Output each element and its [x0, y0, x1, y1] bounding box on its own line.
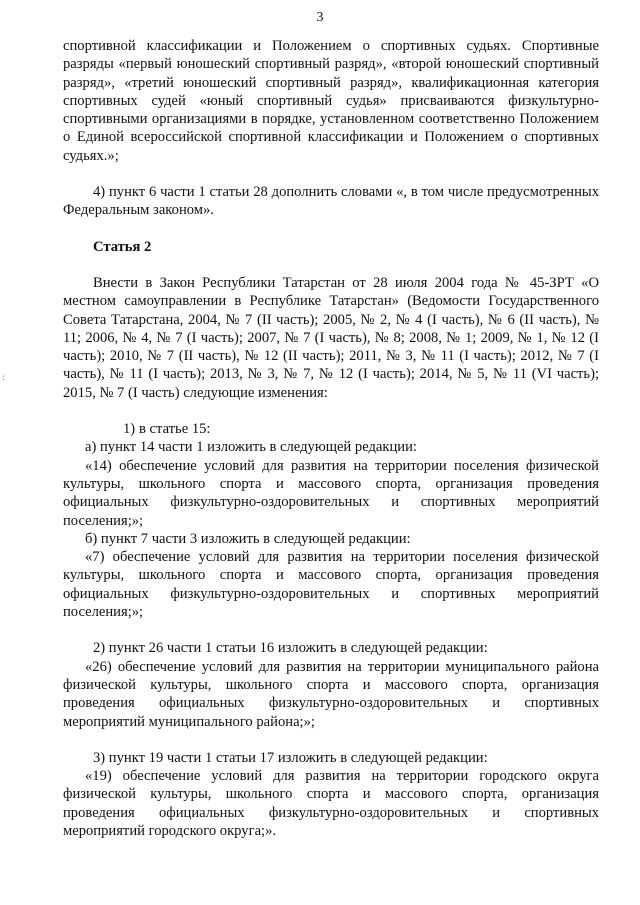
list-item-3-heading: 3) пункт 19 части 1 статьи 17 изложить в следующей редакции:: [93, 749, 488, 766]
list-item-2-heading: 2) пункт 26 части 1 статьи 16 изложить в следующей редакции:: [93, 640, 488, 657]
paragraph-continuation: спортивной классификации и Положением о спортивных судьях. Спортивные разряды «первый юношеский спортивный разряд», «второй юношеский спортивный разряд», «третий юношеский спортивный разряд», квалификационная категория спортивных судей «юный спортивный судья» присваиваются физкультурно-спортивными организациями в порядке, установленном соответственно Положением о Единой всероссийской спортивной классификации и Положением о спортивных судьях.»;: [63, 38, 599, 164]
list-item-text: в статье 15:: [139, 421, 211, 438]
subitem-a-heading: а) пункт 14 части 1 изложить в следующей редакции:: [85, 439, 417, 456]
document-body: [63, 37, 599, 840]
subitem-b-text: «7) обеспечение условий для развития на территории поселения физической культуры, школьного спорта и массового спорта, организация проведения официальных физкультурно-оздоровительных и спортивных мероприятий поселения;»;: [63, 549, 599, 621]
list-item-1: [63, 420, 599, 438]
page-number: 3: [316, 10, 324, 25]
list-item-number: 1): [123, 421, 136, 438]
paragraph-item-4: 4) пункт 6 части 1 статьи 28 дополнить словами «, в том числе предусмотренных Федеральным законом».: [63, 184, 599, 219]
subitem-b-heading: б) пункт 7 части 3 изложить в следующей редакции:: [85, 530, 411, 547]
subitem-a-text: «14) обеспечение условий для развития на территории поселения физической культуры, школьного спорта и массового спорта, организация проведения официальных физкультурно-оздоровительных и спортивных мероприятий поселения;»;: [63, 457, 599, 529]
list-item-3-text: «19) обеспечение условий для развития на территории городского округа физической культуры, школьного спорта и массового спорта, организация проведения официальных физкультурно-оздоровительных и спортивных мероприятий городского округа;».: [63, 768, 599, 839]
margin-mark: :: [2, 372, 5, 382]
list-item-2-text: «26) обеспечение условий для развития на территории муниципального района физической культуры, школьного спорта и массового спорта, организация проведения официальных физкультурно-оздоровительных и спортивных мероприятий муниципального района;»;: [63, 658, 599, 730]
paragraph-amendment-intro: Внести в Закон Республики Татарстан от 28 июля 2004 года № 45-ЗРТ «О местном самоуправлении в Республике Татарстан» (Ведомости Государственного Совета Татарстана, 2004, № 7 (II часть); 2005, № 2, № 4 (I часть), № 6 (II часть), № 11; 2006, № 4, № 7 (I часть); 2007, № 7 (I часть), № 8; 2008, № 1; 2009, № 1, № 12 (I часть); 2010, № 7 (II часть), № 12 (II часть); 2011, № 3, № 11 (I часть); 2012, № 7 (I часть), № 11 (I часть); 2013, № 3, № 7, № 12 (I часть); 2014, № 5, № 11 (VI часть); 2015, № 7 (I часть) следующие изменения:: [63, 274, 599, 401]
article-heading: Статья 2: [93, 238, 152, 255]
